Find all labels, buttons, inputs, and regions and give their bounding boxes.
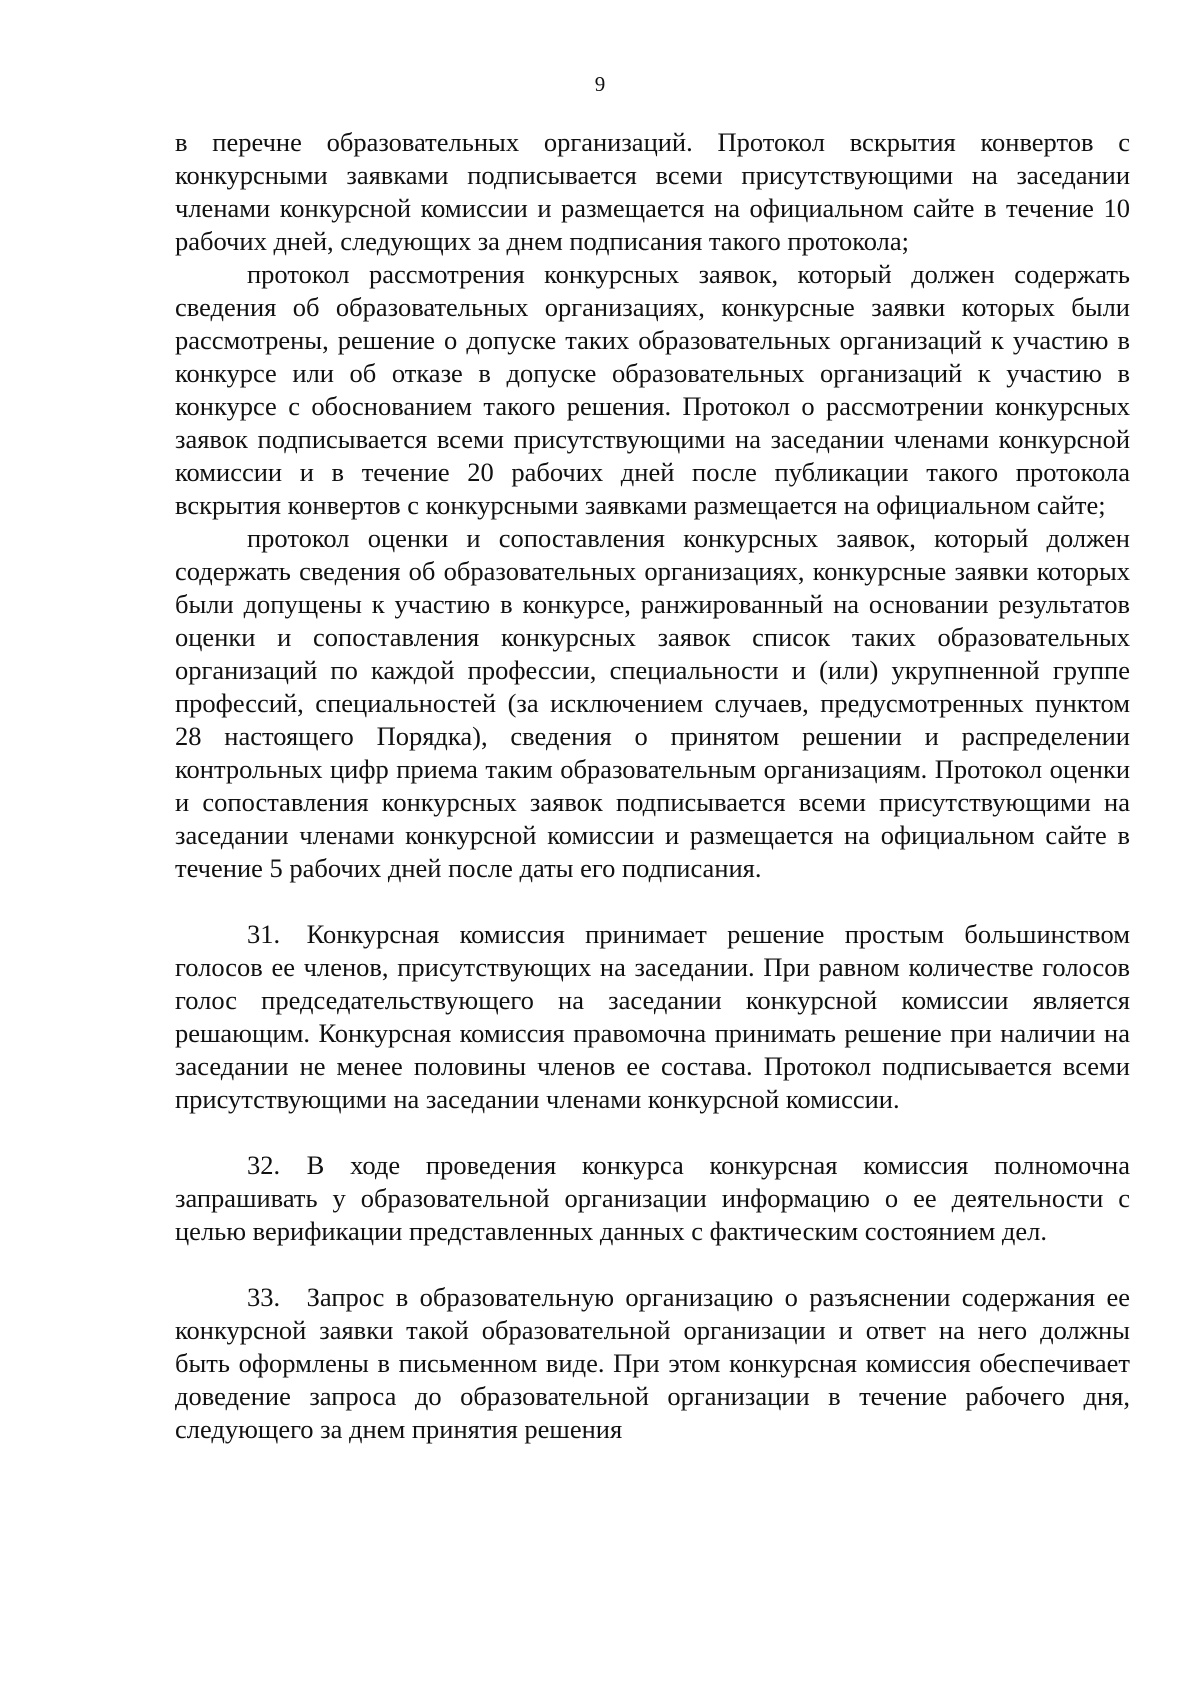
clause-31: 31. Конкурсная комиссия принимает решение простым большинством голосов ее членов, присутствующих на заседании. При равном количестве голосов голос председательствующего на заседании конкурсной комиссии является решающим. Конкурсная комиссия правомочна принимать решение при наличии на заседании не менее половины членов ее состава. Протокол подписывается всеми присутствующими на заседании членами конкурсной комиссии. (175, 919, 1130, 1114)
clause-32: 32. В ходе проведения конкурса конкурсная комиссия полномочна запрашивать у образовательной организации информацию о ее деятельности с целью верификации представленных данных с фактическим состоянием дел. (175, 1150, 1130, 1246)
document-body (175, 126, 1130, 1446)
clause-33: 33. Запрос в образовательную организацию о разъяснении содержания ее конкурсной заявки такой образовательной организации и ответ на него должны быть оформлены в письменном виде. При этом конкурсная комиссия обеспечивает доведение запроса до образовательной организации в течение рабочего дня, следующего за днем принятия решения (175, 1282, 1130, 1444)
paragraph-review-protocol: протокол рассмотрения конкурсных заявок, который должен содержать сведения об образовательных организациях, конкурсные заявки которых были рассмотрены, решение о допуске таких образовательных организаций к участию в конкурсе или об отказе в допуске образовательных организаций к участию в конкурсе с обоснованием такого решения. Протокол о рассмотрении конкурсных заявок подписывается всеми присутствующими на заседании членами конкурсной комиссии и в течение 20 рабочих дней после публикации такого протокола вскрытия конвертов с конкурсными заявками размещается на официальном сайте; (175, 259, 1130, 520)
paragraph-evaluation-protocol: протокол оценки и сопоставления конкурсных заявок, который должен содержать сведения об образовательных организациях, конкурсные заявки которых были допущены к участию в конкурсе, ранжированный на основании результатов оценки и сопоставления конкурсных заявок список таких образовательных организаций по каждой профессии, специальности и (или) укрупненной группе профессий, специальностей (за исключением случаев, предусмотренных пунктом 28 настоящего Порядка), сведения о принятом решении и распределении контрольных цифр приема таким образовательным организациям. Протокол оценки и сопоставления конкурсных заявок подписывается всеми присутствующими на заседании членами конкурсной комиссии и размещается на официальном сайте в течение 5 рабочих дней после даты его подписания. (175, 523, 1130, 883)
paragraph-continued: в перечне образовательных организаций. Протокол вскрытия конвертов с конкурсными заявками подписывается всеми присутствующими на заседании членами конкурсной комиссии и размещается на официальном сайте в течение 10 рабочих дней, следующих за днем подписания такого протокола; (175, 127, 1130, 256)
page-number: 9 (594, 72, 606, 96)
